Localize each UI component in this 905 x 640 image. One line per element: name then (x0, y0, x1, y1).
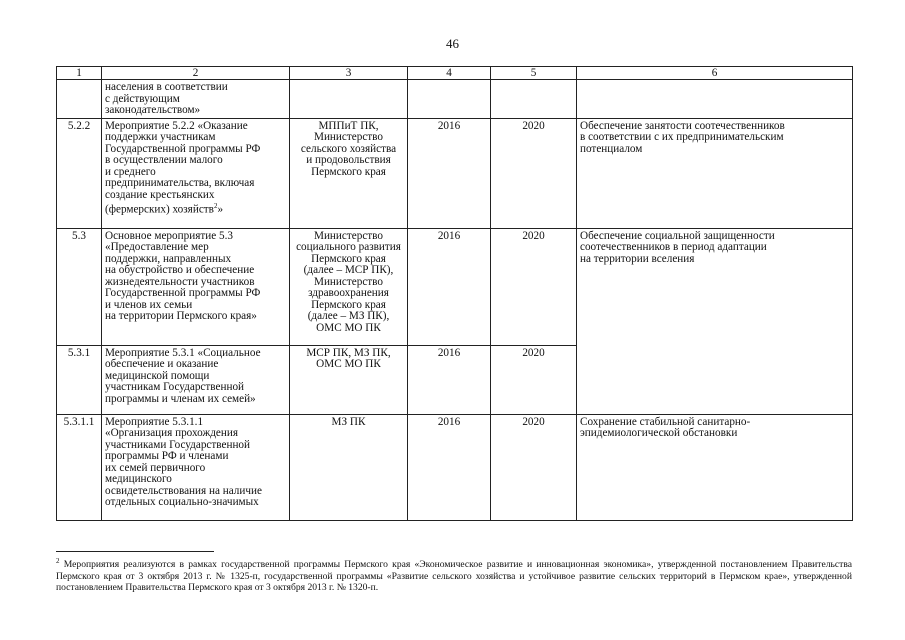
start-year: 2016 (408, 228, 491, 345)
column-header: 3 (290, 67, 408, 80)
start-year: 2016 (408, 414, 491, 520)
column-header: 6 (577, 67, 853, 80)
executor: МЗ ПК (290, 414, 408, 520)
end-year: 2020 (491, 414, 577, 520)
row-number: 5.3.1.1 (57, 414, 102, 520)
footnote (56, 556, 852, 594)
column-header: 5 (491, 67, 577, 80)
table-row (57, 228, 853, 345)
executor: Министерство социального развития Пермского края (далее – МСР ПК), Министерство здравоохранения Пермского края (далее – МЗ ПК), ОМС МО ПК (290, 228, 408, 345)
end-year: 2020 (491, 118, 577, 228)
table-row (57, 118, 853, 228)
table-row (57, 414, 853, 520)
activity-description: населения в соответствии с действующим законодательством» (102, 80, 290, 119)
end-year: 2020 (491, 228, 577, 345)
expected-result (577, 80, 853, 119)
footnote-mark: 2 (213, 202, 218, 210)
start-year: 2016 (408, 345, 491, 414)
expected-result: Обеспечение социальной защищенности соотечественников в период адаптации на территории вселения (577, 228, 853, 414)
executor: МСР ПК, МЗ ПК, ОМС МО ПК (290, 345, 408, 414)
row-number: 5.3 (57, 228, 102, 345)
expected-result: Обеспечение занятости соотечественников в соответствии с их предпринимательским потенциалом (577, 118, 853, 228)
footnote-divider (56, 551, 214, 552)
executor: МППиТ ПК, Министерство сельского хозяйства и продовольствия Пермского края (290, 118, 408, 228)
activities-table (56, 66, 853, 521)
end-year: 2020 (491, 345, 577, 414)
activity-description: Мероприятие 5.2.2 «Оказание поддержки участникам Государственной программы РФ в осуществлении малого и среднего предпринимательства, включая создание крестьянских (фермерских) хозяйств$^2$» (102, 118, 290, 228)
row-number (57, 80, 102, 119)
executor (290, 80, 408, 119)
footnote-text: Мероприятия реализуются в рамках государственной программы Пермского края «Экономическое развитие и инновационная экономика», утвержденной постановлением Правительства Пермского края от 3 октября 2013 г. № 1325-п, государственной программы «Развитие сельского хозяйства и устойчивое развитие сельских территорий в Пермском крае», утвержденной постановлением Правительства Пермского края от 3 октября 2013 г. № 1320-п. (56, 559, 853, 594)
activity-description: Мероприятие 5.3.1.1 «Организация прохождения участниками Государственной программы РФ и членами их семей первичного медицинского освидетельствования на наличие отдельных социально-значимых (102, 414, 290, 520)
start-year (408, 80, 491, 119)
column-header: 4 (408, 67, 491, 80)
activity-description: Основное мероприятие 5.3 «Предоставление мер поддержки, направленных на обустройство и обеспечение жизнедеятельности участников Государственной программы РФ и членов их семьи на территории Пермского края» (102, 228, 290, 345)
end-year (491, 80, 577, 119)
page-number: 46 (446, 36, 459, 51)
footnote-mark: 2 (56, 557, 60, 565)
table-header-row (57, 67, 853, 80)
row-number: 5.2.2 (57, 118, 102, 228)
table-row (57, 80, 853, 119)
row-number: 5.3.1 (57, 345, 102, 414)
column-header: 1 (57, 67, 102, 80)
activity-description: Мероприятие 5.3.1 «Социальное обеспечение и оказание медицинской помощи участникам Государственной программы и членам их семей» (102, 345, 290, 414)
column-header: 2 (102, 67, 290, 80)
expected-result: Сохранение стабильной санитарно- эпидемиологической обстановки (577, 414, 853, 520)
start-year: 2016 (408, 118, 491, 228)
